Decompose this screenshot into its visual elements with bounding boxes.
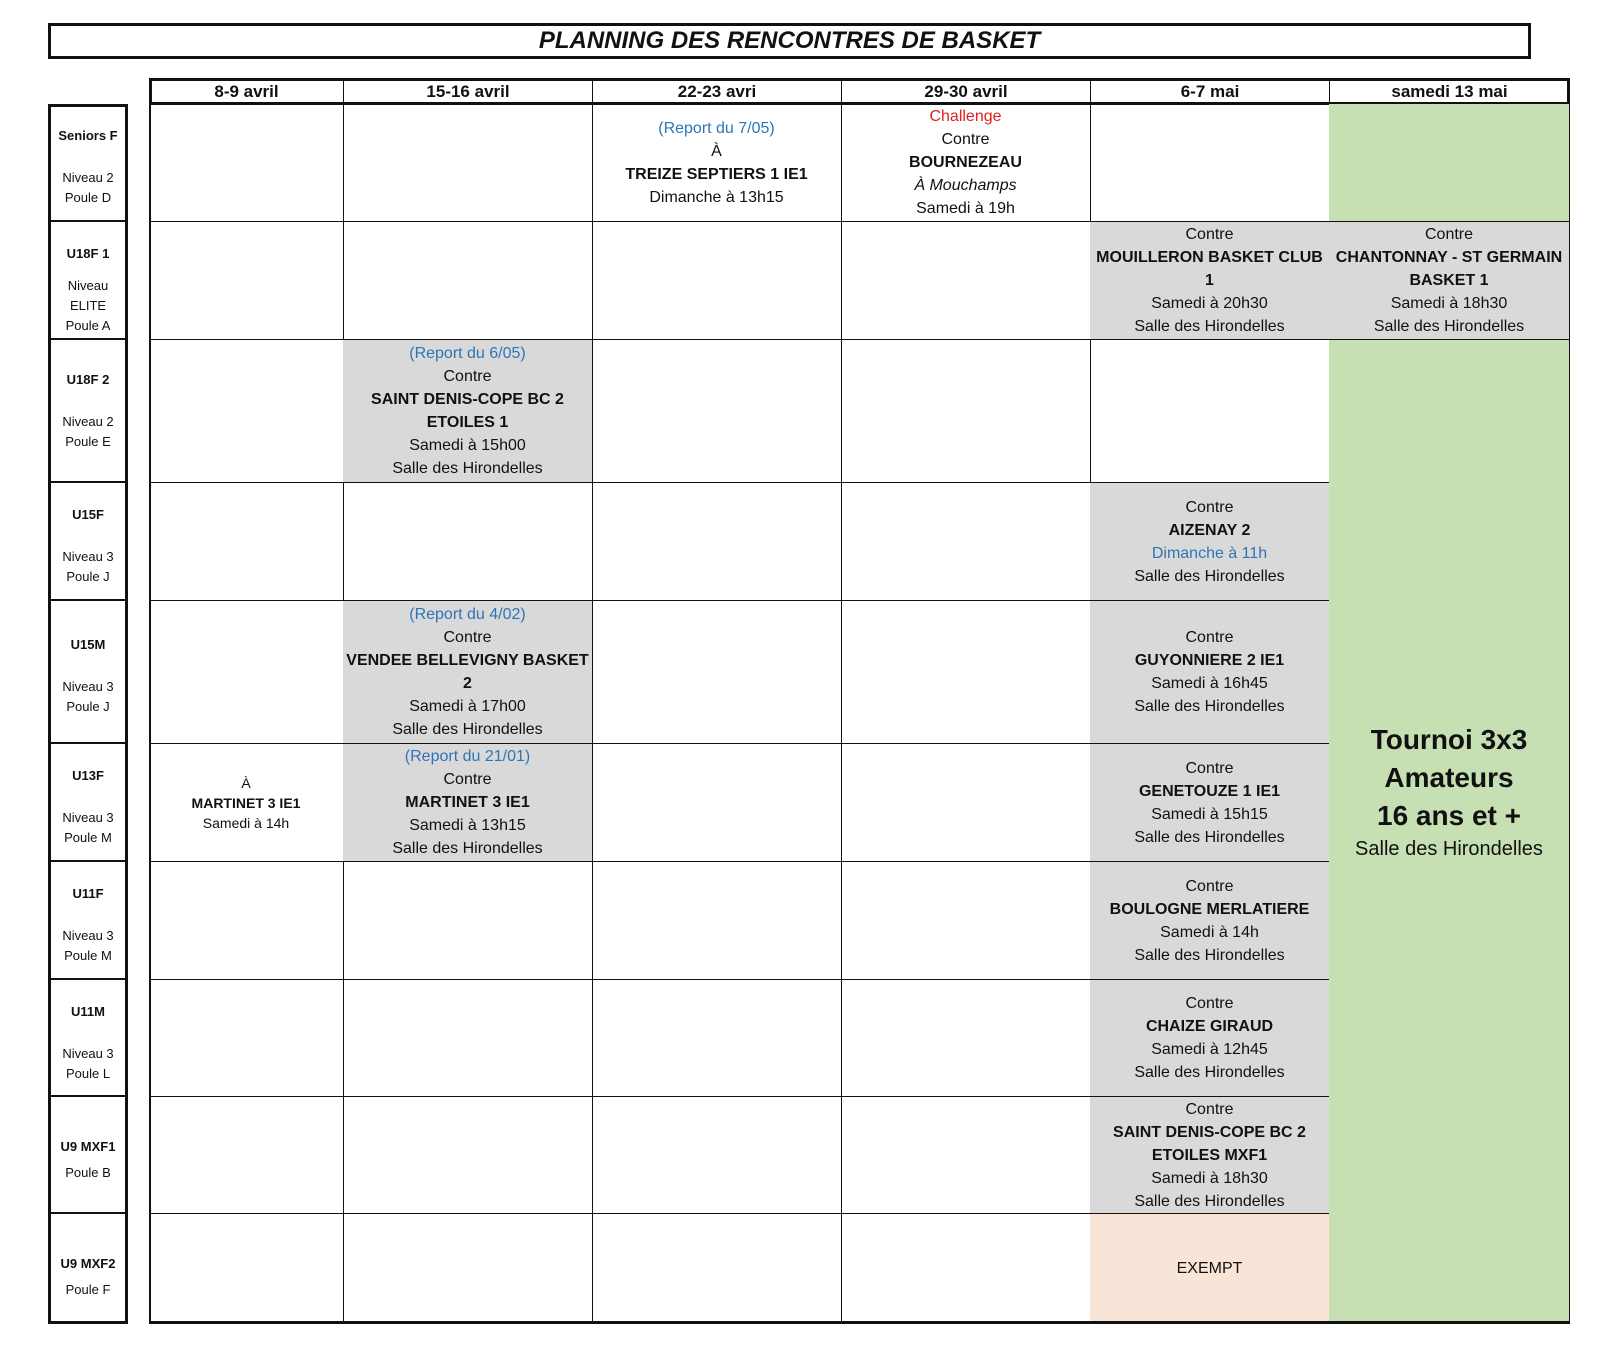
- match-cell: [1090, 601, 1330, 744]
- schedule-cell: [841, 222, 1091, 340]
- match-prefix: Contre: [443, 629, 492, 646]
- match-cell: [149, 744, 344, 862]
- opponent-name: VENDEE BELLEVIGNY BASKET 2: [346, 652, 589, 692]
- match-cell: [1090, 862, 1330, 980]
- match-prefix: Contre: [1185, 877, 1234, 895]
- match-time: Samedi à 14h: [202, 814, 290, 831]
- row-label: U18F 1 Niveau ELITE Poule A: [48, 222, 128, 340]
- schedule-cell: [592, 601, 842, 744]
- schedule-cell: [343, 222, 593, 340]
- match-place: À Mouchamps: [914, 177, 1017, 194]
- schedule-cell: [592, 980, 842, 1097]
- match-prefix: Contre: [1185, 759, 1234, 777]
- schedule-cell: [149, 1097, 344, 1214]
- schedule-cell: [592, 862, 842, 980]
- match-time: Dimanche à 11h: [1151, 544, 1268, 562]
- match-prefix: Contre: [1185, 995, 1234, 1012]
- row-label: Seniors F Niveau 2 Poule D: [48, 104, 128, 222]
- match-cell: [343, 744, 593, 862]
- match-prefix: Contre: [1424, 226, 1474, 243]
- opponent-name: MOUILLERON BASKET CLUB 1: [1096, 249, 1323, 289]
- exempt-label: EXEMPT: [1176, 1260, 1243, 1277]
- schedule-cell: [841, 980, 1091, 1097]
- column-header: 15-16 avril: [343, 78, 593, 105]
- match-prefix: À: [241, 774, 251, 791]
- match-time: Samedi à 18h30: [1151, 1169, 1268, 1187]
- match-prefix: Contre: [1185, 1100, 1234, 1118]
- match-time: Samedi à 18h30: [1390, 295, 1508, 312]
- schedule-cell: [1329, 104, 1570, 222]
- report-note: (Report du 7/05): [658, 119, 775, 137]
- column-header: samedi 13 mai: [1329, 78, 1570, 105]
- opponent-name: TREIZE SEPTIERS 1 IE1: [625, 165, 808, 183]
- schedule-cell: [841, 483, 1091, 601]
- match-venue: Salle des Hirondelles: [1134, 828, 1285, 846]
- schedule-cell: [149, 104, 344, 222]
- match-venue: Salle des Hirondelles: [392, 840, 543, 857]
- schedule-cell: [343, 980, 593, 1097]
- schedule-cell: [343, 862, 593, 980]
- exempt-cell: [1090, 1214, 1330, 1324]
- tournament-age: 16 ans et +: [1377, 799, 1521, 831]
- match-venue: Salle des Hirondelles: [1134, 698, 1285, 715]
- schedule-cell: [343, 1097, 593, 1214]
- schedule-cell: [841, 1214, 1091, 1324]
- row-label: U9 MXF2 Poule F: [60, 1256, 116, 1297]
- schedule-cell: [149, 340, 344, 483]
- opponent-name: MARTINET 3 IE1: [405, 794, 530, 811]
- schedule-cell: [592, 483, 842, 601]
- schedule-cell: [149, 483, 344, 601]
- row-label: U13F Niveau 3 Poule M: [48, 744, 128, 862]
- match-prefix: Contre: [443, 368, 492, 385]
- match-prefix: Contre: [1185, 226, 1234, 243]
- schedule-cell: [149, 862, 344, 980]
- schedule-cell: [592, 744, 842, 862]
- schedule-cell: [592, 222, 842, 340]
- schedule-cell: [592, 1097, 842, 1214]
- tournament-title: Tournoi 3x3: [1370, 723, 1528, 755]
- match-time: Samedi à 15h15: [1151, 805, 1268, 823]
- match-cell: [1090, 744, 1330, 862]
- match-time: Samedi à 20h30: [1151, 295, 1268, 312]
- match-time: Samedi à 19h: [916, 200, 1015, 217]
- match-cell: [1090, 980, 1330, 1097]
- schedule-cell: [343, 1214, 593, 1324]
- match-venue: Salle des Hirondelles: [392, 721, 543, 738]
- schedule-cell: [841, 601, 1091, 744]
- match-venue: Salle des Hirondelles: [1134, 1064, 1285, 1081]
- schedule-cell: [149, 1214, 344, 1324]
- match-cell: [841, 104, 1091, 222]
- match-prefix: Contre: [443, 771, 492, 788]
- page-title: PLANNING DES RENCONTRES DE BASKET: [48, 23, 1531, 59]
- schedule-cell: [149, 601, 344, 744]
- tournament-venue: Salle des Hirondelles: [1355, 837, 1543, 860]
- schedule-cell: [149, 222, 344, 340]
- opponent-name: SAINT DENIS-COPE BC 2 ETOILES MXF1: [1113, 1123, 1306, 1164]
- match-time: Samedi à 17h00: [409, 698, 526, 715]
- match-venue: Salle des Hirondelles: [1134, 567, 1285, 585]
- schedule-cell: [592, 340, 842, 483]
- row-label: U15F Niveau 3 Poule J: [48, 483, 128, 601]
- row-label: U18F 2 Niveau 2 Poule E: [48, 340, 128, 483]
- schedule-cell: [1090, 104, 1330, 222]
- match-time: Samedi à 16h45: [1151, 675, 1268, 692]
- column-header: 6-7 mai: [1090, 78, 1330, 105]
- match-cell: [592, 104, 842, 222]
- opponent-name: GUYONNIERE 2 IE1: [1134, 652, 1285, 669]
- match-cell: [343, 340, 593, 483]
- schedule-cell: [841, 1097, 1091, 1214]
- match-time: Dimanche à 13h15: [649, 188, 784, 206]
- row-label: U9 MXF1 Poule B: [48, 1097, 128, 1214]
- match-cell: [1090, 1097, 1330, 1214]
- match-prefix: Contre: [1185, 498, 1234, 516]
- match-time: Samedi à 15h00: [409, 437, 526, 454]
- schedule-cell: [592, 1214, 842, 1324]
- schedule-cell: [149, 980, 344, 1097]
- column-header: 8-9 avril: [149, 78, 344, 105]
- schedule-cell: [841, 340, 1091, 483]
- match-venue: Salle des Hirondelles: [1134, 1192, 1285, 1210]
- match-venue: Salle des Hirondelles: [1134, 318, 1285, 335]
- schedule-cell: [343, 483, 593, 601]
- column-header: 29-30 avril: [841, 78, 1091, 105]
- match-venue: Salle des Hirondelles: [392, 460, 543, 477]
- opponent-name: CHANTONNAY - ST GERMAIN BASKET 1: [1335, 249, 1563, 289]
- schedule-cell: [1090, 340, 1330, 483]
- opponent-name: MARTINET 3 IE1: [191, 794, 301, 811]
- opponent-name: GENETOUZE 1 IE1: [1138, 782, 1281, 800]
- report-note: (Report du 21/01): [404, 748, 531, 765]
- opponent-name: AIZENAY 2: [1168, 521, 1251, 539]
- match-time: Samedi à 12h45: [1151, 1041, 1268, 1058]
- opponent-name: BOURNEZEAU: [909, 154, 1022, 171]
- opponent-name: BOULOGNE MERLATIERE: [1109, 900, 1310, 918]
- report-note: (Report du 4/02): [409, 606, 526, 623]
- schedule-cell: [343, 104, 593, 222]
- match-cell: [1090, 222, 1330, 340]
- match-cell: [1090, 483, 1330, 601]
- match-cell: [343, 601, 593, 744]
- match-venue: Salle des Hirondelles: [1134, 946, 1285, 964]
- schedule-cell: [841, 862, 1091, 980]
- match-time: Samedi à 14h: [1160, 923, 1259, 941]
- match-time: Samedi à 13h15: [409, 817, 526, 834]
- column-header: 22-23 avri: [592, 78, 842, 105]
- match-prefix: À: [711, 142, 722, 160]
- match-prefix: Contre: [941, 131, 990, 148]
- row-label: U15M Niveau 3 Poule J: [48, 601, 128, 744]
- tournament-subtitle: Amateurs: [1384, 761, 1514, 793]
- match-venue: Salle des Hirondelles: [1373, 318, 1525, 335]
- report-note: (Report du 6/05): [409, 345, 526, 362]
- match-prefix: Contre: [1185, 629, 1234, 646]
- opponent-name: SAINT DENIS-COPE BC 2 ETOILES 1: [371, 391, 564, 431]
- tournament-cell: [1329, 340, 1570, 1324]
- schedule-cell: [841, 744, 1091, 862]
- row-label: U11F Niveau 3 Poule M: [48, 862, 128, 980]
- row-label: U11M Niveau 3 Poule L: [48, 980, 128, 1097]
- opponent-name: CHAIZE GIRAUD: [1145, 1018, 1274, 1035]
- match-cell: [1329, 222, 1570, 340]
- challenge-label: Challenge: [929, 108, 1002, 125]
